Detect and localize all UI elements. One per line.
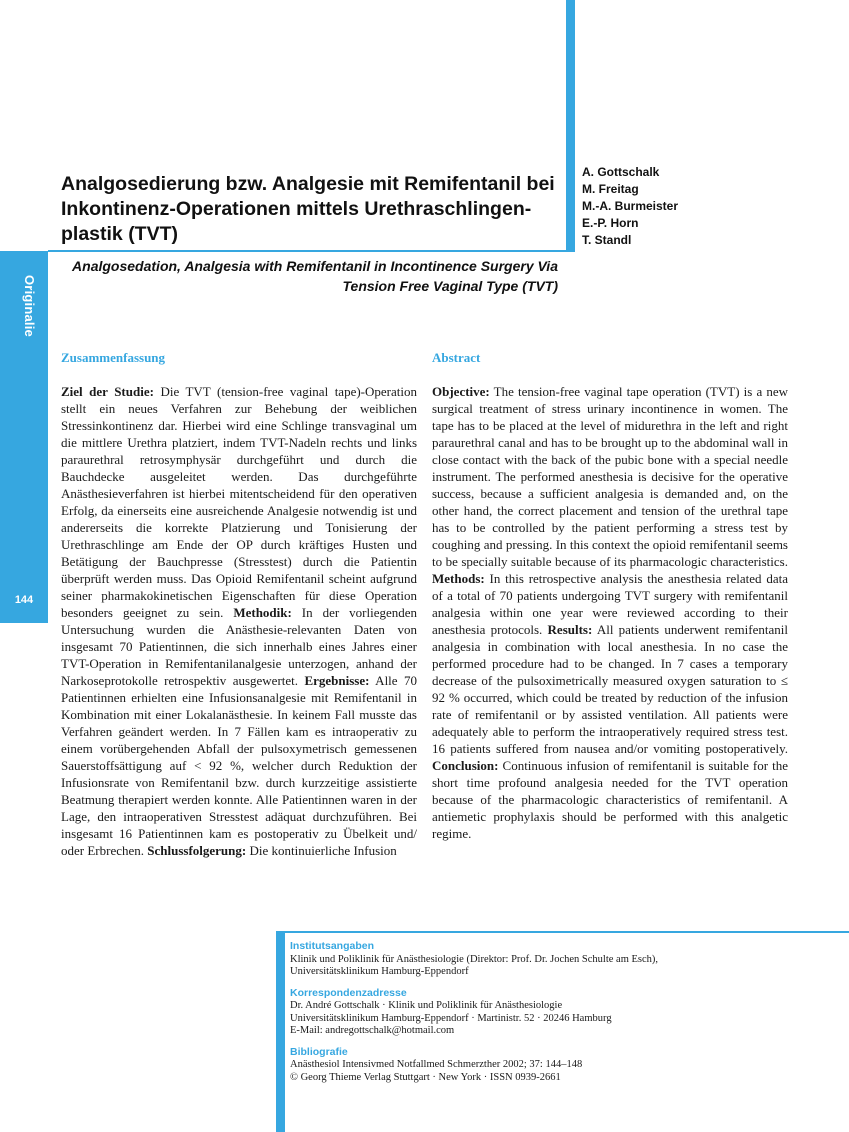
bibliography-heading: Bibliografie <box>290 1045 348 1058</box>
english-subtitle: Analgosedation, Analgesia with Remifentanil in Incontinence Surgery Via Tension Free Vaginal Type (TVT) <box>72 258 558 294</box>
author: T. Standl <box>582 233 632 247</box>
author-list <box>582 164 678 249</box>
institution-line: Universitätsklinikum Hamburg-Eppendorf <box>290 966 469 977</box>
institution-box <box>290 940 830 1092</box>
author: A. Gottschalk <box>582 165 660 179</box>
bibliography-line: Anästhesiol Intensivmed Notfallmed Schmerzther 2002; 37: 144–148 <box>290 1059 583 1070</box>
zusammenfassung-text <box>61 383 417 859</box>
top-accent-bar <box>566 0 575 252</box>
section-label: Originalie <box>22 275 37 337</box>
label-conclusion: Conclusion: <box>432 758 499 773</box>
text-results: All patients underwent remifentanil analgesia in combination with local anesthesia. In no case the performed procedure had to be changed. In 7 cases a temporary decrease of the pulsoximetrically measured oxygen saturation to ≤ 92 % occurred, which could be treated by reduction of the infusion rate of remifentanil or by assisted ventilation. All patients were adequately able to perform the intraoperatively required stress test. 16 patients suffered from nausea and/or vomiting postoperatively. <box>432 622 788 756</box>
institution-heading: Institutsangaben <box>290 940 375 952</box>
text-methodik: In der vorliegenden Untersuchung wurden die Anästhesie-relevanten Daten von insgesamt 70 Patientinnen, die sich innerhalb eines Jahres einer TVT-Operation in Remifentanilanalgesie unterzogen, anhand der Narkoseprotokolle retrospektiv ausgewertet. <box>61 605 417 688</box>
author: M.-A. Burmeister <box>582 199 679 213</box>
text-schlussfolgerung: Die kontinuierliche Infusion <box>246 843 397 858</box>
text-ziel: Die TVT (tension-free vaginal tape)-Operation stellt ein neues Verfahren zur Behebung der weiblichen Stressinkontinenz dar. Hierbei wird eine Schlinge transvaginal um die mittlere Urethra platziert, indem TVT-Nadeln rechts und links paraurethral retrosymphysär durchgeführt und durch die Bauchdecke ausgeleitet werden. Das durchgeführte Anästhesieverfahren ist hierbei mitentscheidend für den operativen Erfolg, da einerseits eine ausreichende Analgesie notwendig ist und andererseits die korrekte Platzierung und Tonisierung der Urethraschlinge am Ende der OP durch kräftiges Husten und Betätigung der Bauchpresse (Stresstest) durch die Patientin überprüft werden muss. Das Opioid Remifentanil scheint aufgrund seiner pharmakokinetischen Eigenschaften für diese Operation besonders geeignet zu sein. <box>61 384 417 620</box>
zusammenfassung-heading: Zusammenfassung <box>61 350 166 365</box>
text-objective: The tension-free vaginal tape operation (TVT) is a new surgical treatment of stress urinary incontinence in women. The tape has to be placed at the level of midurethra in the left and right paraurethral canal and has to be brought up to the abdominal wall in close contact with the back of the pubic bone with a special needle instrument. The performed anesthesia is decisive for the operative success, because a sufficient analgesia is demanded and, on the other hand, the correct placement and tension of the urethral tape has to be controlled by the patient performing a stress test by coughing and pressing. In this context the opioid remifentanil seems to be specially suitable because of its pharmacologic characteristics. <box>432 384 788 569</box>
correspondence-heading: Korrespondenzadresse <box>290 986 407 999</box>
institution-accent-bar <box>276 933 285 1132</box>
text-methods: In this retrospective analysis the anesthesia related data of a total of 70 patients undergoing TVT surgery with remifentanil analgesia within one year were reviewed according to their anesthesia protocols. <box>432 571 788 637</box>
label-objective: Objective: <box>432 384 490 399</box>
bibliography-line: © Georg Thieme Verlag Stuttgart · New York · ISSN 0939-2661 <box>290 1071 561 1083</box>
author: E.-P. Horn <box>582 216 639 230</box>
label-methods: Methods: <box>432 571 485 586</box>
author: M. Freitag <box>582 182 639 196</box>
abstract-heading: Abstract <box>432 350 481 365</box>
label-results: Results: <box>547 622 593 637</box>
correspondence-line: Universitätsklinikum Hamburg-Eppendorf · Martinistr. 52 · 20246 Hamburg <box>290 1012 612 1024</box>
correspondence-line: Dr. André Gottschalk · Klinik und Poliklinik für Anästhesiologie <box>290 1000 563 1011</box>
abstract-text <box>432 383 788 842</box>
institution-block <box>290 940 830 979</box>
text-conclusion: Continuous infusion of remifentanil is suitable for the short time profound analgesia needed for the TVT operation because of the pharmacologic characteristics of remifentanil. A antiemetic prophylaxis should be performed with this analgetic regime. <box>432 758 788 841</box>
label-ziel: Ziel der Studie: <box>61 384 154 399</box>
label-ergebnisse: Ergebnisse: <box>304 673 370 688</box>
correspondence-block <box>290 987 830 1038</box>
label-schlussfolgerung: Schlussfolgerung: <box>147 843 247 858</box>
article-title: Analgosedierung bzw. Analgesie mit Remifentanil bei Inkontinenz-Operationen mittels Urethraschlingen-plastik (TVT) <box>61 173 555 245</box>
title-block <box>61 172 561 247</box>
bibliography-block <box>290 1046 830 1085</box>
text-ergebnisse: Alle 70 Patientinnen erhielten eine Infusionsanalgesie mit Remifentanil in Kombination mit einer Lokalanästhesie. In keinem Fall musste das Verfahren geändert werden. In 7 Fällen kam es intraoperativ zu einem vorübergehenden Abfall der pulsoxymetrisch gemessenen Sauerstoffsättigung auf < 92 %, welcher durch Reduktion der Infusionsrate von Remifentanil bzw. durch kurzzeitige assistierte Beatmung therapiert werden konnte. Alle Patientinnen waren in der Lage, den intraoperativen Stresstest adäquat durchzuführen. Bei insgesamt 16 Patientinnen kam es postoperativ zu Übelkeit und/ oder Erbrechen. <box>61 673 417 858</box>
institution-line: Klinik und Poliklinik für Anästhesiologie (Direktor: Prof. Dr. Jochen Schulte am Esch), <box>290 953 659 965</box>
page-number: 144 <box>14 594 34 606</box>
label-methodik: Methodik: <box>233 605 292 620</box>
title-rule <box>48 250 568 252</box>
institution-rule <box>276 931 849 933</box>
correspondence-email: E-Mail: andregottschalk@hotmail.com <box>290 1025 455 1036</box>
